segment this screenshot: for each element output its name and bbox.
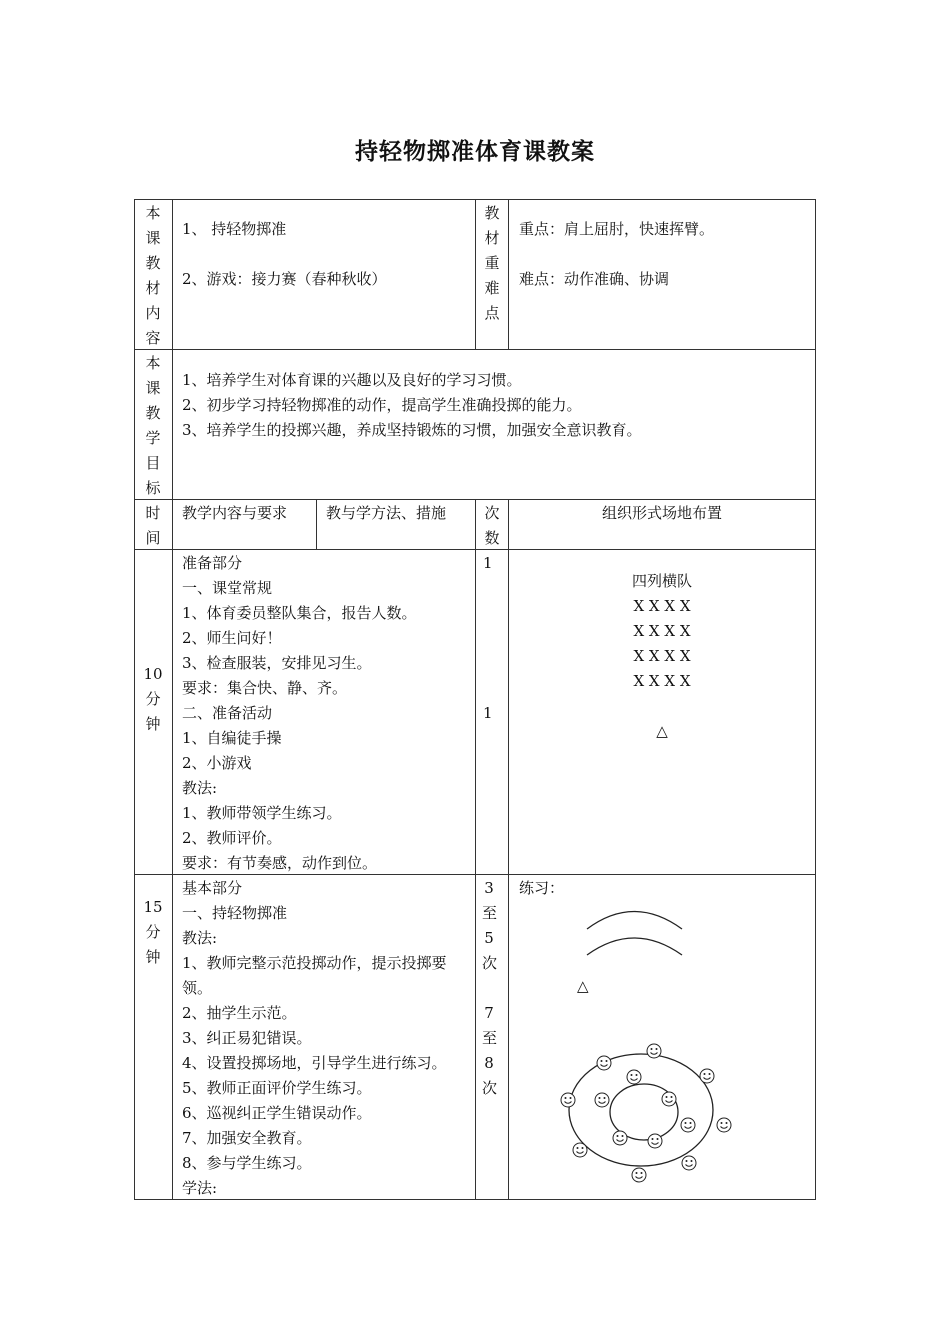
- smiley-face-icon: [682, 1156, 696, 1170]
- prep-line: 一、课堂常规: [182, 579, 273, 597]
- formation-title: 四列横队: [631, 572, 692, 590]
- basic-line: 领。: [182, 979, 213, 997]
- textbook-item-1: 1、 持轻物掷准: [182, 220, 287, 238]
- formation-row: X X X X: [633, 622, 691, 640]
- smiley-face-icon: [613, 1131, 627, 1145]
- smiley-face-icon: [627, 1070, 641, 1084]
- basic-line: 8、参与学生练习。: [182, 1154, 312, 1172]
- throw-arc: [587, 912, 682, 930]
- basic-line: 2、抽学生示范。: [182, 1004, 297, 1022]
- smiley-face-icon: [597, 1056, 611, 1070]
- student-faces: [561, 1044, 731, 1182]
- teacher-triangle-symbol: △: [577, 977, 589, 995]
- prep-line: 2、教师评价。: [182, 829, 282, 847]
- basic-line: 7、加强安全教育。: [182, 1129, 312, 1147]
- smiley-face-icon: [647, 1044, 661, 1058]
- smiley-face-icon: [632, 1168, 646, 1182]
- teaching-goal: 2、初步学习持轻物掷准的动作，提高学生准确投掷的能力。: [182, 396, 582, 414]
- smiley-face-icon: [573, 1143, 587, 1157]
- prep-line: 2、师生问好！: [182, 629, 282, 647]
- outer-circle: [569, 1054, 713, 1166]
- prep-line: 1、教师带领学生练习。: [182, 804, 342, 822]
- prep-line: 教法:: [182, 779, 218, 797]
- basic-line: 教法:: [182, 929, 218, 947]
- smiley-face-icon: [595, 1093, 609, 1107]
- prep-line: 准备部分: [182, 554, 243, 572]
- page-title: 持轻物掷准体育课教案: [355, 138, 595, 165]
- basic-line: 6、巡视纠正学生错误动作。: [182, 1104, 372, 1122]
- basic-count-b: 7至8次: [482, 1004, 498, 1097]
- smiley-face-icon: [561, 1093, 575, 1107]
- textbook-item-2: 2、游戏：接力赛（春种秋收）: [182, 270, 387, 288]
- throw-arc: [587, 938, 682, 955]
- basic-line: 一、持轻物掷准: [182, 904, 288, 922]
- key-point: 重点：肩上屈肘，快速挥臂。: [519, 220, 715, 238]
- prep-line: 要求：有节奏感，动作到位。: [182, 854, 378, 872]
- basic-line: 3、纠正易犯错误。: [182, 1029, 312, 1047]
- header-content: 教学内容与要求: [182, 504, 288, 522]
- prep-time: 10分钟: [143, 665, 163, 733]
- formation-row: X X X X: [633, 647, 691, 665]
- prep-count-1: 1: [483, 554, 493, 572]
- smiley-face-icon: [717, 1118, 731, 1132]
- basic-line: 4、设置投掷场地，引导学生进行练习。: [182, 1054, 447, 1072]
- basic-line: 5、教师正面评价学生练习。: [182, 1079, 372, 1097]
- textbook-content-label: 本课教材内容: [145, 204, 161, 347]
- prep-line: 1、体育委员整队集合，报告人数。: [182, 604, 417, 622]
- basic-line: 1、教师完整示范投掷动作，提示投掷要: [182, 954, 447, 972]
- teaching-goal: 1、培养学生对体育课的兴趣以及良好的学习习惯。: [182, 371, 522, 389]
- formation-row: X X X X: [633, 672, 691, 690]
- smiley-face-icon: [662, 1092, 676, 1106]
- teaching-goal: 3、培养学生的投掷兴趣，养成坚持锻炼的习惯，加强安全意识教育。: [182, 421, 642, 439]
- smiley-face-icon: [700, 1069, 714, 1083]
- key-difficulty-label: 教材重难点: [484, 204, 500, 322]
- header-count: 次数: [484, 504, 500, 547]
- basic-line: 基本部分: [182, 879, 243, 897]
- lesson-plan-table: [134, 199, 816, 1199]
- difficulty-point: 难点：动作准确、协调: [519, 270, 670, 288]
- smiley-face-icon: [648, 1134, 662, 1148]
- teaching-goals-label: 本课教学目标: [145, 354, 161, 497]
- teacher-triangle-symbol: △: [656, 722, 668, 740]
- prep-line: 二、准备活动: [182, 704, 273, 722]
- prep-line: 要求：集合快、静、齐。: [182, 679, 348, 697]
- prep-line: 1、自编徒手操: [182, 729, 282, 747]
- throwing-lines: [134, 199, 816, 1199]
- header-method: 教与学方法、措施: [326, 504, 447, 522]
- smiley-face-icon: [681, 1118, 695, 1132]
- prep-line: 3、检查服装，安排见习生。: [182, 654, 372, 672]
- basic-time: 15分钟: [143, 898, 163, 966]
- prep-count-2: 1: [483, 704, 493, 722]
- basic-count-a: 3至5次: [482, 879, 498, 972]
- basic-line: 学法:: [182, 1179, 218, 1197]
- practice-label: 练习：: [519, 879, 565, 897]
- formation-row: X X X X: [633, 597, 691, 615]
- header-layout: 组织形式场地布置: [601, 504, 722, 522]
- prep-line: 2、小游戏: [182, 754, 252, 772]
- header-time: 时间: [145, 504, 161, 547]
